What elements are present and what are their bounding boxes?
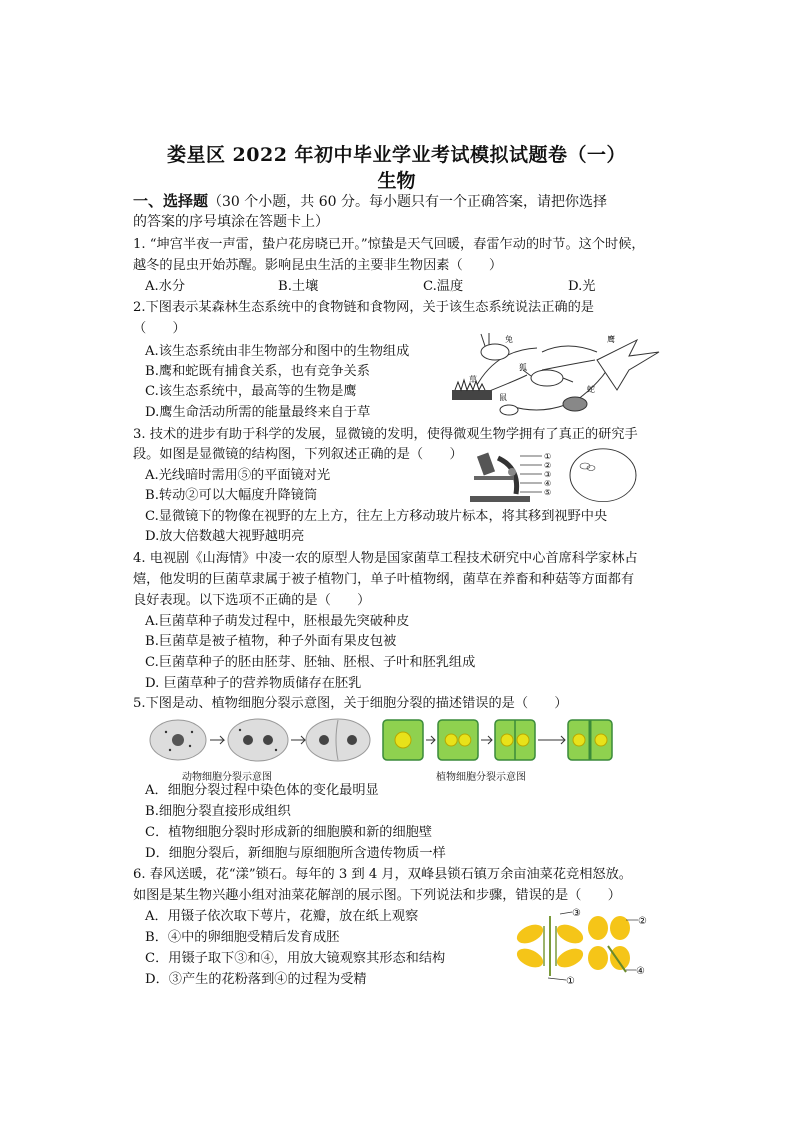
- microscope-label-4: ④: [544, 479, 552, 488]
- caption-animal: 动物细胞分裂示意图: [182, 772, 272, 783]
- animal-cell-2: [228, 719, 288, 761]
- food-web-label-snake: 蛇: [587, 385, 595, 394]
- q6-option-a: A．用镊子依次取下萼片，花瓣，放在纸上观察: [145, 909, 419, 924]
- petal-cluster-icon: [588, 916, 630, 972]
- section-intro-2: 的答案的序号填涂在答题卡上）: [133, 214, 329, 230]
- microscope-icon: [470, 453, 530, 502]
- section-intro-1: （30 个小题，共 60 分。每小题只有一个正确答案，请把你选择: [208, 194, 607, 210]
- q2-stem-1: 2.下图表示某森林生态系统中的食物链和食物网，关于该生态系统说法正确的是: [133, 300, 594, 315]
- q1-option-a: A.水分: [145, 279, 186, 294]
- q1-option-d: D.光: [568, 279, 596, 294]
- flower-label-2: ②: [638, 916, 647, 927]
- food-web-label-rabbit: 兔: [505, 335, 513, 344]
- microscope-label-3: ③: [544, 470, 552, 479]
- q6-stem-1: 6. 春风送暖，花“漾”锁石。每年的 3 到 4 月，双峰县锁石镇万余亩油菜花竞相怒放。: [133, 867, 632, 882]
- rapeseed-flower-figure: [508, 906, 658, 988]
- food-web-label-grass: 草: [469, 375, 477, 384]
- flower-label-4: ④: [636, 966, 645, 977]
- animal-cell-1: [150, 720, 206, 760]
- q3-stem-2: 段。如图是显微镜的结构图，下列叙述正确的是（ ）: [133, 447, 463, 462]
- nucleus-2-1: [445, 734, 457, 746]
- nucleus-3-2: [517, 734, 529, 746]
- food-web-figure: [447, 330, 667, 420]
- food-web-label-fox: 狐: [519, 363, 527, 372]
- q4-option-c: C.巨菌草种子的胚由胚芽、胚轴、胚根、子叶和胚乳组成: [145, 655, 476, 670]
- q3-stem-1: 3. 技术的进步有助于科学的发展，显微镜的发明，使得微观生物学拥有了真正的研究手: [133, 427, 638, 442]
- q4-stem-3: 良好表现。以下选项不正确的是（ ）: [133, 593, 371, 608]
- q5-option-c: C．植物细胞分裂时形成新的细胞膜和新的细胞壁: [145, 825, 433, 840]
- q1-option-c: C.温度: [423, 279, 464, 294]
- section-line-1: [133, 192, 607, 211]
- q6-option-c: C．用镊子取下③和④，用放大镜观察其形态和结构: [145, 951, 446, 966]
- q3-option-b: B.转动②可以大幅度升降镜筒: [145, 488, 318, 503]
- q2-stem-2: （ ）: [133, 321, 186, 336]
- q5-stem: 5.下图是动、植物细胞分裂示意图，关于细胞分裂的描述错误的是（ ）: [133, 696, 568, 711]
- q4-stem-1: 4. 电视剧《山海情》中凌一农的原型人物是国家菌草工程技术研究中心首席科学家林占: [133, 551, 638, 566]
- plant-cell-2: [438, 720, 478, 760]
- mouse-icon: [500, 405, 518, 415]
- subject-title: 生物: [377, 170, 416, 192]
- dissected-flower-icon: [514, 916, 586, 976]
- field-of-view-circle: [570, 449, 636, 502]
- q6-stem-2: 如图是某生物兴趣小组对油菜花解剖的展示图。下列说法和步骤，错误的是（ ）: [133, 888, 621, 903]
- animal-cell-division-diagram: [150, 719, 370, 761]
- q3-option-a: A.光线暗时需用⑤的平面镜对光: [145, 468, 331, 483]
- q5-option-d: D．细胞分裂后，新细胞与原细胞所含遗传物质一样: [145, 846, 446, 861]
- plant-cell-division-diagram: [383, 720, 612, 760]
- arrow-icon: [291, 736, 305, 744]
- nucleus-3-1: [501, 734, 513, 746]
- q5-option-b: B.细胞分裂直接形成组织: [145, 804, 291, 819]
- nucleus-4-1: [573, 734, 585, 746]
- q3-option-d: D.放大倍数越大视野越明亮: [145, 529, 305, 544]
- q1-stem-1: 1. “坤宫半夜一声雷，蛰户花房晓已开。”惊蛰是天气回暖，春雷乍动的时节。这个时候，: [133, 237, 645, 252]
- arrow-icon: [481, 736, 492, 744]
- nucleus-1-1: [395, 732, 411, 748]
- microscope-label-2: ②: [544, 461, 552, 470]
- q2-option-d: D.鹰生命活动所需的能量最终来自于草: [145, 405, 371, 420]
- q2-option-b: B.鹰和蛇既有捕食关系，也有竞争关系: [145, 364, 370, 379]
- q3-option-c: C.显微镜下的物像在视野的左上方，往左上方移动玻片标本，将其移到视野中央: [145, 509, 608, 524]
- nucleus-4-2: [595, 734, 607, 746]
- fox-icon: [523, 370, 573, 386]
- microscope-figure: [460, 448, 640, 504]
- q4-option-a: A.巨菌草种子萌发过程中，胚根最先突破种皮: [145, 614, 410, 629]
- q2-option-a: A.该生态系统由非生物部分和图中的生物组成: [145, 344, 410, 359]
- nucleus-2-2: [459, 734, 471, 746]
- microscope-label-5: ⑤: [544, 488, 552, 497]
- q1-option-b: B.土壤: [278, 279, 319, 294]
- q5-option-a: A．细胞分裂过程中染色体的变化最明显: [145, 783, 379, 798]
- exam-title: 娄星区 2022 年初中毕业学业考试模拟试题卷（一）: [166, 144, 627, 166]
- cell-division-figure: [148, 716, 658, 766]
- q6-option-d: D．③产生的花粉落到④的过程为受精: [145, 972, 367, 987]
- food-web-label-mouse: 鼠: [499, 393, 507, 402]
- q2-option-c: C.该生态系统中，最高等的生物是鹰: [145, 384, 357, 399]
- section-heading: 一、选择题: [133, 192, 209, 210]
- flower-label-1: ①: [566, 976, 575, 987]
- caption-plant: 植物细胞分裂示意图: [436, 772, 526, 783]
- q6-option-b: B．④中的卵细胞受精后发育成胚: [145, 930, 340, 945]
- flower-label-3: ③: [572, 908, 581, 919]
- arrow-icon: [426, 736, 435, 744]
- eagle-icon: [597, 340, 659, 390]
- animal-cell-3: [306, 719, 370, 761]
- q4-stem-2: 熺，他发明的巨菌草隶属于被子植物门，单子叶植物纲，菌草在养畜和种菇等方面都有: [133, 572, 635, 587]
- q4-option-d: D. 巨菌草种子的营养物质储存在胚乳: [145, 676, 362, 691]
- snake-icon: [563, 397, 587, 411]
- microscope-label-1: ①: [544, 452, 552, 461]
- arrow-icon: [210, 736, 224, 744]
- food-web-label-eagle: 鹰: [607, 335, 615, 344]
- arrow-icon: [538, 736, 565, 744]
- q1-stem-2: 越冬的昆虫开始苏醒。影响昆虫生活的主要非生物因素（ ）: [133, 258, 503, 273]
- q4-option-b: B.巨菌草是被子植物，种子外面有果皮包被: [145, 634, 397, 649]
